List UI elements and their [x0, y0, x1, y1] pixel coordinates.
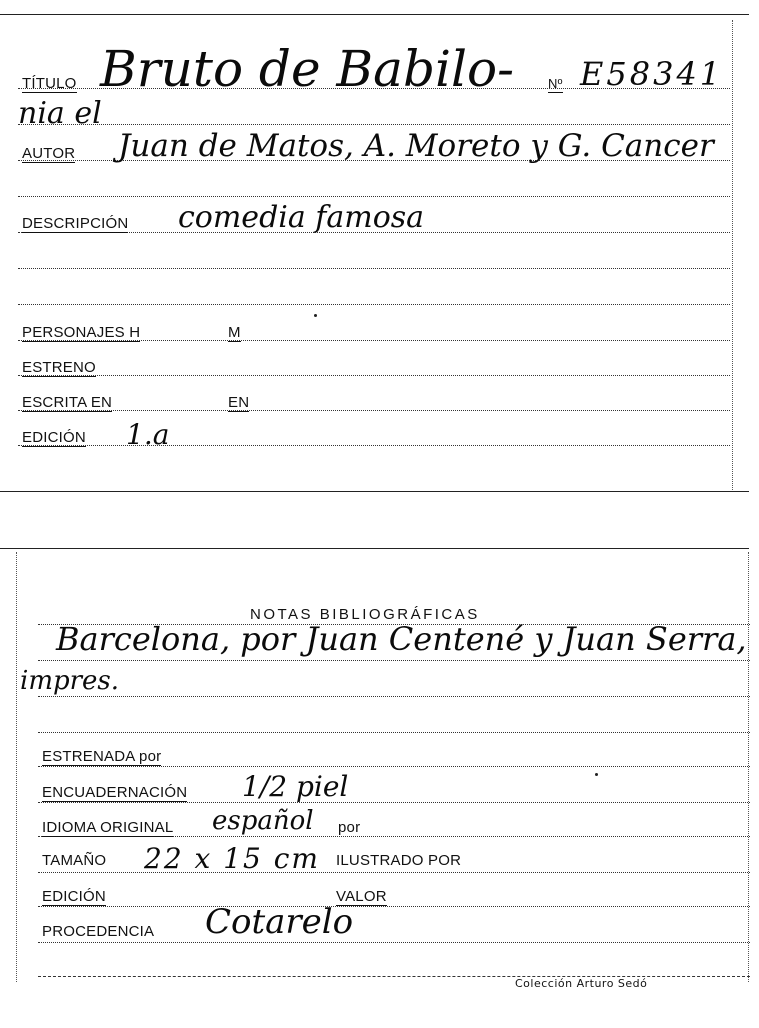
tamano-value: 22 x 15 cm [144, 842, 320, 875]
rule-line [18, 304, 730, 305]
rule-line [38, 696, 750, 697]
valor-label: VALOR [336, 888, 387, 905]
descripcion-label: DESCRIPCIÓN [22, 215, 129, 232]
edicion-label-2: EDICIÓN [42, 888, 106, 905]
rule-line [18, 375, 730, 376]
descripcion-value: comedia famosa [178, 200, 425, 235]
idioma-value: español [212, 806, 314, 836]
rule-line [18, 268, 730, 269]
personajes-m-label: M [228, 324, 241, 341]
autor-value: Juan de Matos, A. Moreto y G. Cancer [118, 128, 714, 164]
titulo-continuation: nia el [18, 96, 102, 131]
ink-speck [595, 773, 598, 776]
card-top-edge [0, 548, 749, 549]
encuadernacion-label: ENCUADERNACIÓN [42, 784, 188, 801]
rule-line [38, 766, 750, 767]
rule-line [38, 802, 750, 803]
collection-footer: Colección Arturo Sedó [515, 977, 648, 990]
ink-speck [314, 314, 317, 317]
rule-line [38, 660, 750, 661]
rule-line [38, 942, 750, 943]
ilustrado-label: ILUSTRADO POR [336, 852, 462, 869]
edicion-value: 1.a [126, 418, 170, 451]
card-right-margin [748, 552, 749, 982]
tamano-label: TAMAÑO [42, 852, 107, 869]
rule-line [38, 732, 750, 733]
notas-title: NOTAS BIBLIOGRÁFICAS [250, 606, 480, 623]
personajes-h-label: PERSONAJES H [22, 324, 141, 341]
card-bottom-edge [0, 491, 749, 492]
rule-line [18, 445, 730, 446]
idioma-label: IDIOMA ORIGINAL [42, 819, 174, 836]
procedencia-value: Cotarelo [205, 902, 354, 942]
numero-label: Nº [548, 76, 563, 91]
escrita-label: ESCRITA EN [22, 394, 113, 411]
estreno-label: ESTRENO [22, 359, 96, 376]
card-top-edge [0, 14, 749, 15]
notas-line-2: impres. [20, 666, 120, 696]
rule-line [18, 196, 730, 197]
idioma-por-label: por [338, 819, 361, 836]
escrita-en-label: EN [228, 394, 250, 411]
estrenada-label: ESTRENADA por [42, 748, 162, 765]
titulo-value: Bruto de Babilo- [100, 40, 514, 98]
autor-label: AUTOR [22, 145, 76, 162]
numero-value: E58341 [580, 55, 724, 93]
card-right-margin [732, 20, 733, 490]
rule-line [38, 906, 750, 907]
card-left-margin [16, 552, 17, 982]
titulo-label: TÍTULO [22, 75, 77, 92]
notas-line-1: Barcelona, por Juan Centené y Juan Serra, [56, 620, 747, 658]
encuadernacion-value: 1/2 piel [242, 770, 349, 803]
edicion-label: EDICIÓN [22, 429, 86, 446]
procedencia-label: PROCEDENCIA [42, 923, 155, 940]
rule-line [18, 124, 730, 125]
rule-line [18, 410, 730, 411]
